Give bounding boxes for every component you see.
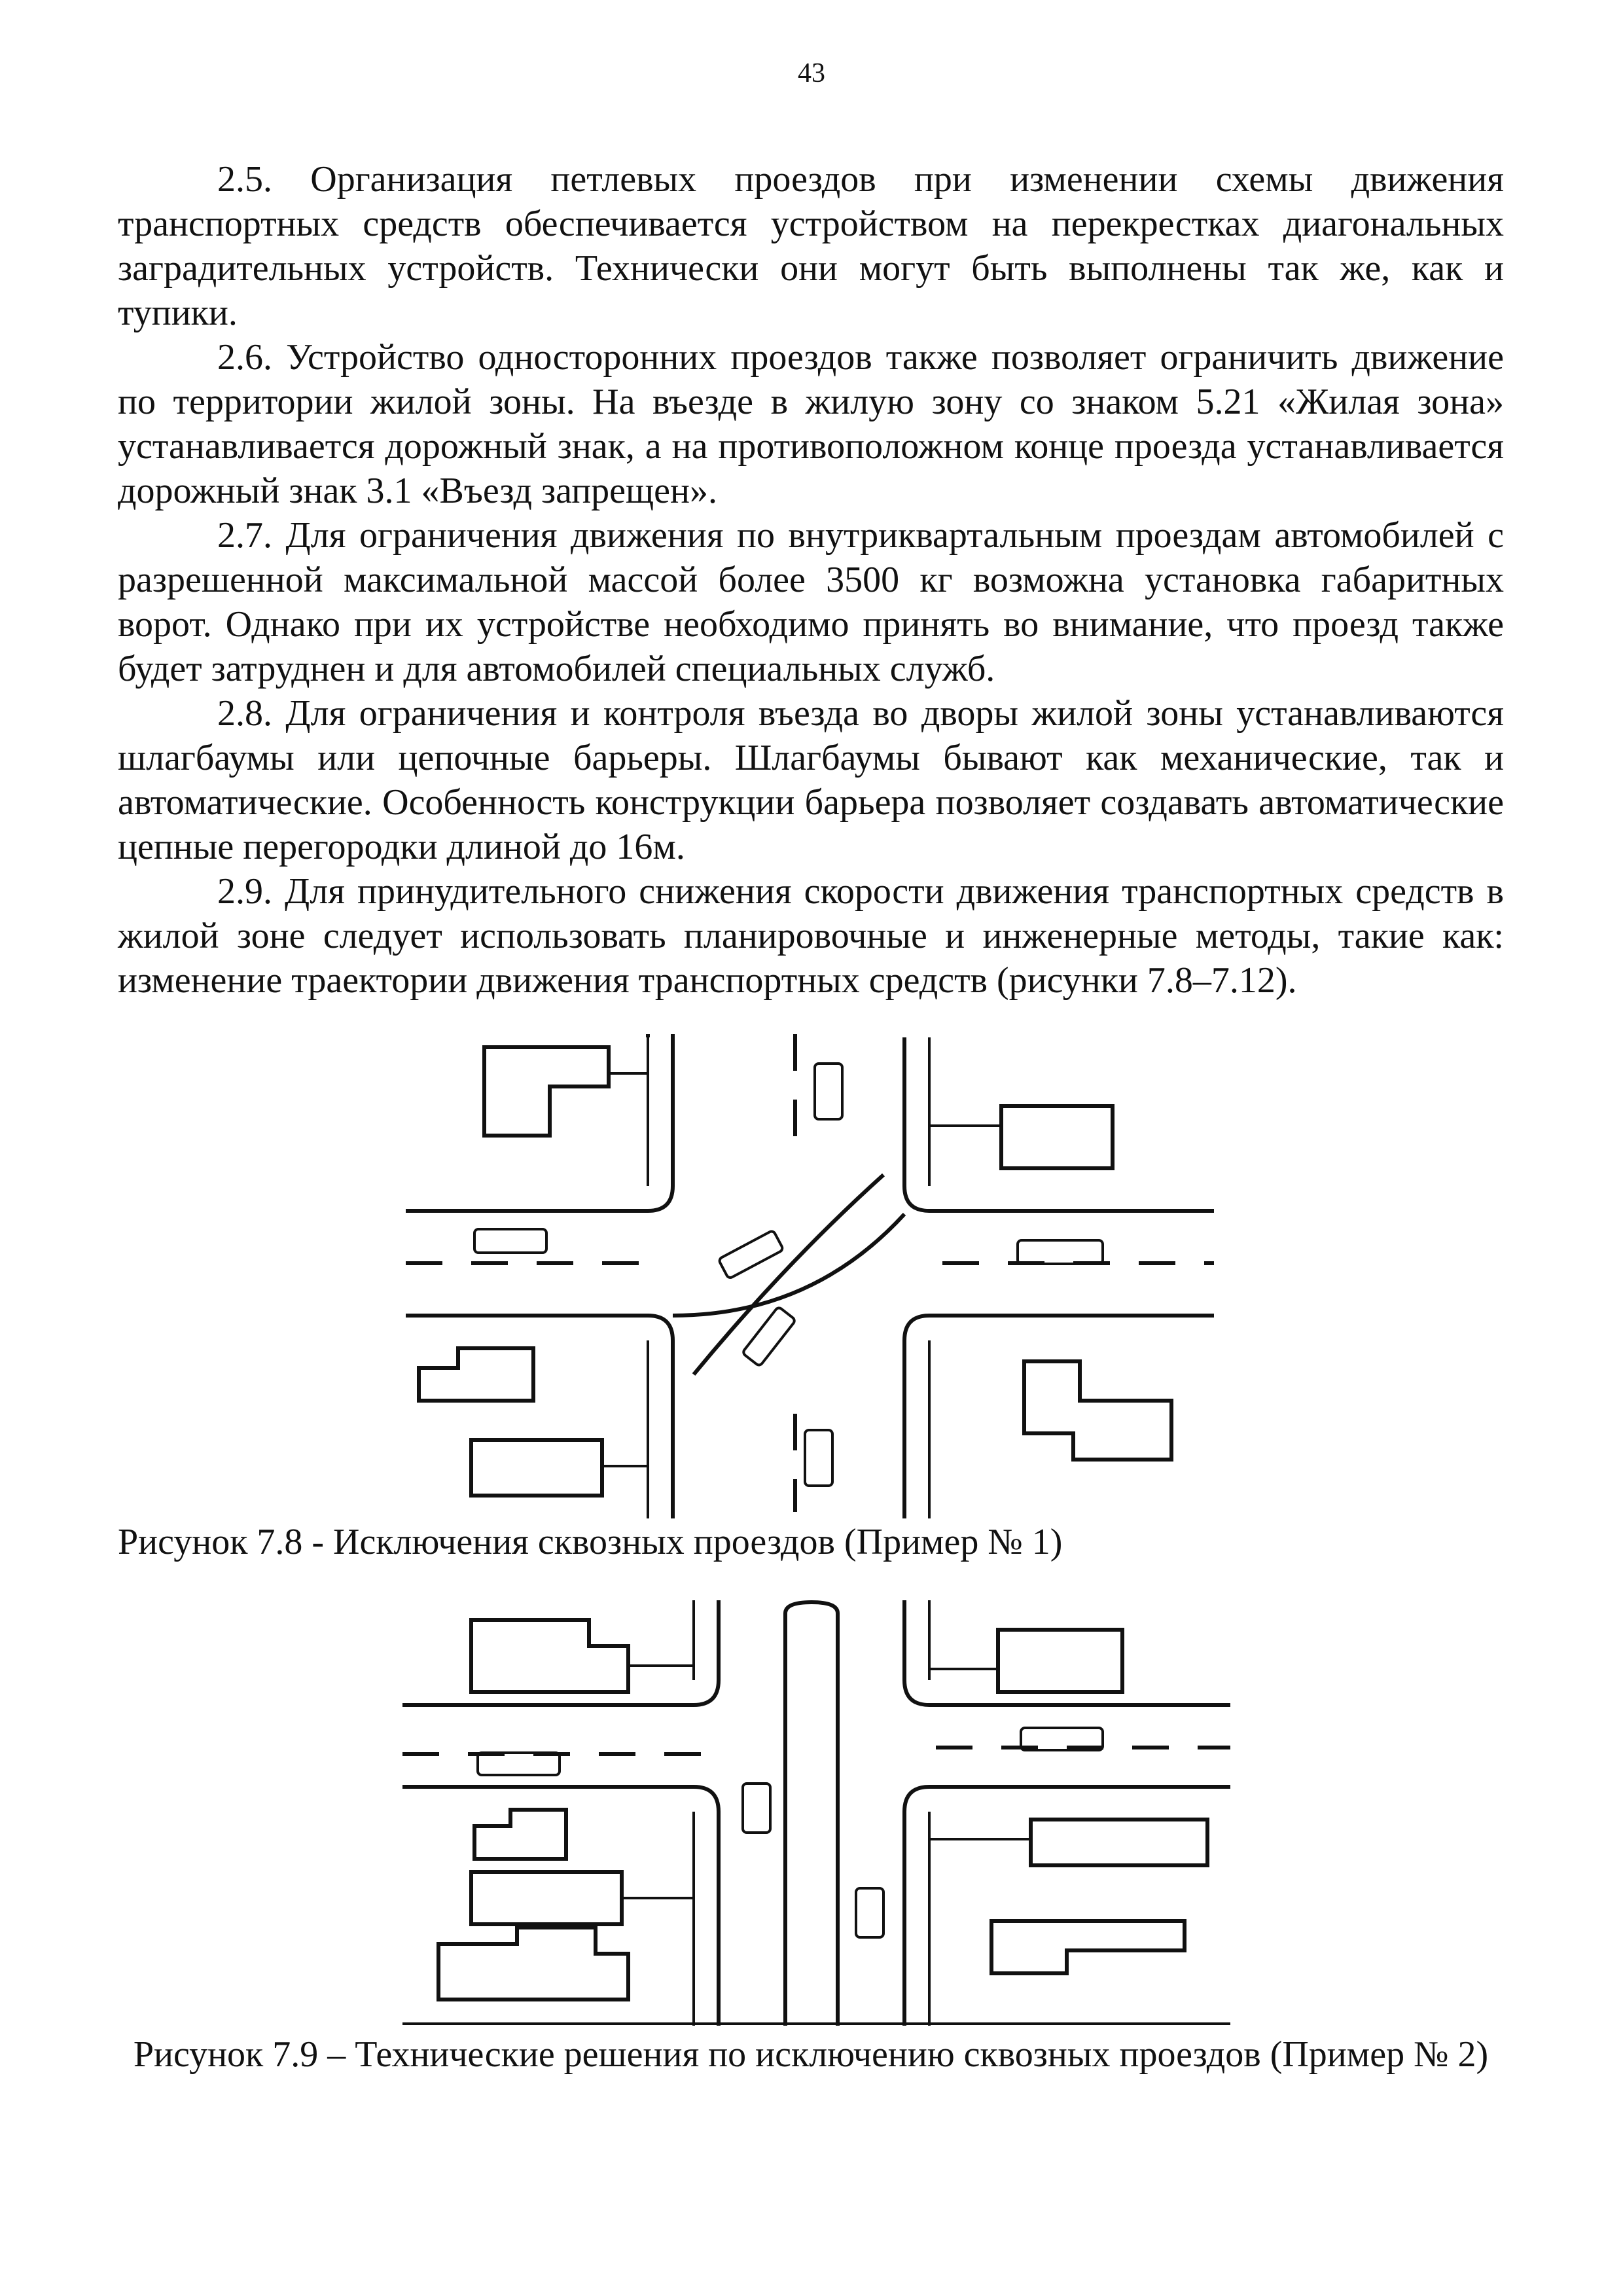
car-icon (743, 1784, 770, 1833)
paragraph-2-8: 2.8. Для ограничения и контроля въезда во дворы жилой зоны устанавливаются шлагбаумы или цепочные барьеры. Шлагбаумы бывают как механические, так и автоматические. Особенность конструкции барьера позволяет создавать автоматические цепные перегородки длиной до 16м. (118, 693, 1504, 867)
car-icon (1018, 1240, 1103, 1264)
figure-7-8-caption: Рисунок 7.8 - Исключения сквозных проездов (Пример № 1) (118, 1522, 1063, 1562)
car-icon (474, 1229, 546, 1253)
building (1001, 1106, 1113, 1168)
building (1024, 1361, 1171, 1460)
building (1031, 1820, 1207, 1865)
building (471, 1620, 628, 1692)
car-icon (805, 1430, 832, 1486)
building (474, 1810, 566, 1859)
paragraph-2-7: 2.7. Для ограничения движения по внутриквартальным проездам автомобилей с разрешенной максимальной массой более 3500 кг возможна установка габаритных ворот. Однако при их устройстве необходимо принять во внимание, что проезд также будет затруднен и для автомобилей специальных служб. (118, 515, 1504, 689)
car-icon (815, 1064, 842, 1119)
building (419, 1348, 533, 1401)
car-icon (856, 1888, 883, 1937)
building (471, 1872, 622, 1924)
building (991, 1921, 1185, 1973)
figure-7-9-diagram (0, 1584, 1623, 2029)
building (471, 1440, 602, 1496)
paragraph-2-6: 2.6. Устройство односторонних проездов также позволяет ограничить движение по территории жилой зоны. На въезде в жилую зону со знаком 5.21 «Жилая зона» устанавливается дорожный знак, а на противоположном конце проезда устанавливается дорожный знак 3.1 «Въезд запрещен». (118, 337, 1504, 511)
car-icon (478, 1753, 560, 1775)
building (484, 1047, 609, 1136)
car-icon (719, 1230, 784, 1279)
building (998, 1630, 1122, 1692)
paragraph-2-9: 2.9. Для принудительного снижения скорости движения транспортных средств в жилой зоне следует использовать планировочные и инженерные методы, такие как: изменение траектории движения транспортных средств (рисунки 7.8–7.12). (118, 871, 1504, 1001)
building (438, 1928, 628, 2000)
paragraph-2-5: 2.5. Организация петлевых проездов при изменении схемы движения транспортных средств обеспечивается устройством на перекрестках диагональных заградительных устройств. Технически они могут быть выполнены так же, как и тупики. (118, 159, 1504, 333)
figure-7-8-diagram (0, 1021, 1623, 1518)
figure-7-9-caption: Рисунок 7.9 – Технические решения по исключению сквозных проездов (Пример № 2) (133, 2034, 1489, 2075)
page-number: 43 (798, 58, 825, 88)
car-icon (742, 1306, 796, 1367)
